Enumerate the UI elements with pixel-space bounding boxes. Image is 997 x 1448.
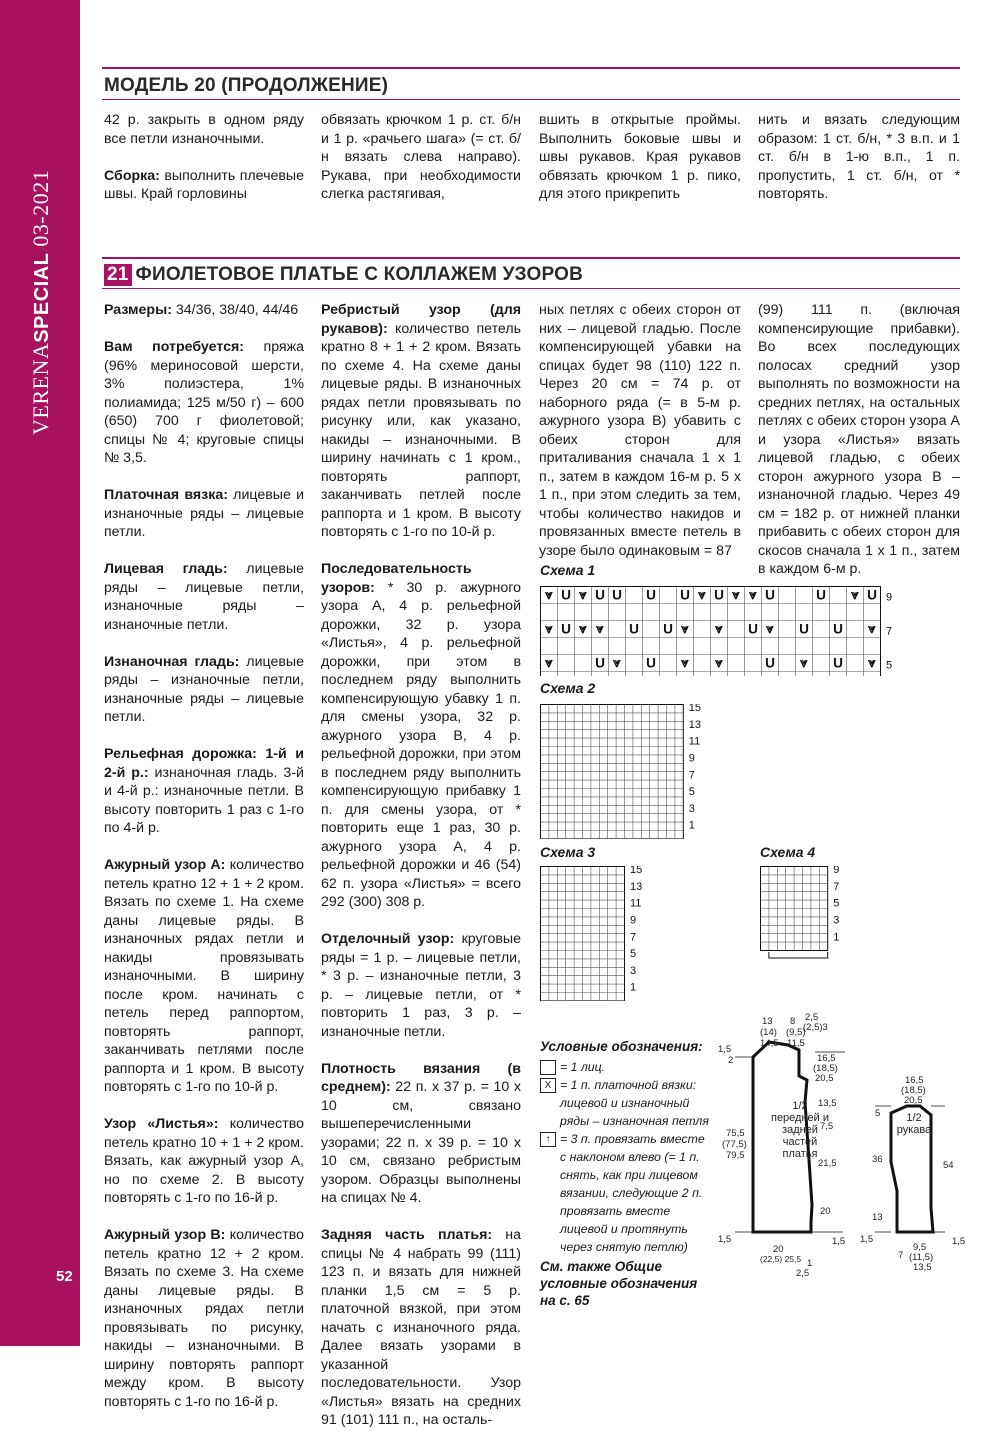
scheme-1-title: Схема 1: [540, 562, 596, 578]
paragraph-lead: Плотность вязания (в среднем):: [321, 1060, 521, 1095]
dim: (18,5): [901, 1085, 926, 1096]
paragraph-lead: Вам потребуется:: [104, 339, 244, 355]
col1-paragraph: [104, 745, 304, 838]
dim: 8: [790, 1016, 796, 1027]
top-col-1-p2: [104, 167, 304, 204]
dim: (77,5): [722, 1139, 747, 1150]
top-col-1-p1: 42 р. закрыть в одном ряду все петли изнаночными.: [104, 112, 304, 147]
paragraph-lead: Ажурный узор В:: [104, 1227, 226, 1243]
dim: 1: [807, 1258, 813, 1269]
legend-title: Условные обозначения:: [540, 1039, 703, 1054]
stitch-symbol: ⩔: [715, 621, 723, 637]
main-col-1: [104, 301, 304, 1430]
paragraph-text: лицевые ряды – лицевые петли, изнаночные ряды – изнаночные петли.: [104, 561, 304, 633]
row-label: 15: [688, 704, 702, 715]
stitch-symbol: ⩔: [732, 587, 740, 603]
top-col-3: вшить в открытые проймы. Выполнить боковые швы и швы рукавов. Края рукавов обвязать крючком 1 р. пико, для этого прикрепить: [539, 112, 741, 202]
repeat-label: [790, 960, 807, 961]
dim: 16,5: [817, 1053, 836, 1064]
assembly-bold: Сборка:: [104, 167, 160, 184]
main-col-4: (99) 111 п. (включая компенсирующие прибавки). Во всех последующих полосах средний узор выполнять по возможности на средних петлях, на остальных петлях с обеих сторон узора А и узора «Листья» вязать лицевой гладью, с обеих сторон ажурного узора В – изнаночной гладью. Через 49 см = 182 р. от нижней планки прибавить с обеих сторон для скосов сначала 1 х 1 п., затем в каждом 6-м р.: [758, 302, 960, 577]
dim: (2,5)3: [803, 1022, 828, 1033]
stitch-symbol: U: [612, 587, 622, 603]
paragraph-lead: Размеры:: [104, 302, 172, 318]
stitch-symbol: U: [714, 587, 724, 603]
stitch-symbol: U: [833, 655, 843, 671]
top-col-2: обвязать крючком 1 р. ст. б/н и 1 р. «рачьего шага» (= ст. б/н вязать слева направо). Рукава, при необходимости слегка растягивая,: [321, 112, 521, 202]
row-label: 11: [630, 897, 642, 910]
row-label: 3: [688, 802, 695, 815]
section-top-underline: [102, 99, 960, 100]
paragraph-text: лицевые ряды – изнаночные петли, изнаночные ряды – лицевые петли.: [104, 653, 304, 725]
row-label: 9: [630, 914, 637, 927]
paragraph-text: количество петель кратно 10 + 1 + 2 кром. Вязать, как ажурный узор А, но по схеме 2. В высоту повторять с 1-го по 16-й р.: [104, 1116, 304, 1206]
row-label: 9: [833, 866, 840, 877]
legend: [540, 1038, 710, 1309]
dim: 21,5: [818, 1158, 837, 1169]
paragraph-text: * 30 р. ажурного узора А, 4 р. рельефной дорожки, 32 р. узора «Листья», 4 р. рельефной дорожки, при этом в последнем ряду выполнить компенсирующую убавку 1 п. для смены узора, 32 р. ажурного узора В, 4 р. рельефной дорожки, при этом в последнем ряду выполнить компенсирующую прибавку 1 п. для смены узора, от * повторить еще 1 раз, 30 р. ажурного узора А, 4 р. рельефной дорожки и 46 (54) 62 п. узора «Листья» = всего 292 (300) 308 р.: [321, 579, 521, 910]
model-title: ФИОЛЕТОВОЕ ПЛАТЬЕ С КОЛЛАЖЕМ УЗОРОВ: [135, 264, 584, 285]
col1-paragraph: [104, 301, 304, 320]
stitch-symbol: U: [646, 655, 656, 671]
stitch-symbol: U: [595, 587, 605, 603]
paragraph-text: количество петель кратно 12 + 2 кром. Вязать по схеме 3. На схеме даны лицевые ряды. В изнаночных рядах петли провязывать по рисунку, накиды – изнаночными. В ширину повторять раппорт между кром. В высоту повторять с 1-го по 16-й р.: [104, 1227, 305, 1410]
scheme-3-chart: [540, 866, 740, 1001]
stitch-symbol: ⩔: [800, 655, 808, 671]
dim: 54: [943, 1160, 954, 1171]
row-label: 9: [886, 591, 893, 604]
row-label: 5: [833, 897, 840, 910]
stitch-symbol: ⩔: [545, 587, 553, 603]
col1-paragraph: [104, 653, 304, 727]
scheme-4-title: Схема 4: [760, 844, 816, 860]
dim: 79,5: [726, 1150, 745, 1161]
stitch-symbol: ⩔: [851, 587, 859, 603]
stitch-symbol: U: [680, 587, 690, 603]
dim: 13: [762, 1016, 773, 1027]
dim: (22,5) 25,5: [760, 1254, 802, 1264]
row-label: 9: [688, 752, 695, 765]
arrow-up-symbol-icon: ↑: [540, 1132, 556, 1147]
scheme-4-chart: [760, 866, 920, 961]
paragraph-lead: Изнаночная гладь:: [104, 653, 240, 670]
dim: 20: [820, 1206, 831, 1217]
row-label: 11: [688, 735, 701, 748]
row-label: 5: [886, 659, 893, 672]
row-label: 1: [833, 931, 840, 944]
legend-item-text: = 1 лиц.: [560, 1060, 606, 1074]
stitch-symbol: ⩔: [715, 655, 723, 671]
page-number: 52: [56, 1268, 73, 1285]
stitch-symbol: U: [748, 621, 758, 637]
col2-paragraph: [321, 1060, 521, 1208]
dim: 36: [872, 1154, 883, 1165]
dim: 7: [898, 1250, 904, 1261]
col1-paragraph: [104, 1115, 304, 1208]
dim: 1,5: [860, 1234, 874, 1245]
stitch-symbol: U: [867, 587, 877, 603]
dim: 2,5: [796, 1268, 810, 1279]
section-main-rule: [102, 257, 960, 259]
dim: 20,5: [904, 1095, 923, 1106]
stitch-symbol: U: [646, 587, 656, 603]
dim: 13,5: [913, 1262, 932, 1273]
stitch-symbol: U: [765, 587, 775, 603]
paragraph-text: количество петель кратно 12 + 1 + 2 кром. Вязать по схеме 1. На схеме даны лицевые ряды. В изнаночных рядах петли и накиды провязывать изнаночными. В ширину после кром. начинать с петель перед раппортом, повторять раппорт, заканчивать петлями после раппорта и 1 кром. В высоту повторять с 1-го по 10-й р.: [104, 857, 305, 1095]
row-label: 5: [688, 786, 695, 799]
dim: 14,5: [760, 1038, 779, 1049]
col2-paragraph: [321, 930, 521, 1041]
paragraph-lead: Лицевая гладь:: [104, 561, 228, 577]
paragraph-text: лицевые и изнаночные ряды – лицевые петли.: [104, 487, 304, 540]
body-piece-label: 1/2 передней и задней частей платья: [770, 1100, 830, 1160]
stitch-symbol: U: [663, 621, 673, 637]
scheme-2-title: Схема 2: [540, 680, 596, 696]
stitch-symbol: ⩔: [868, 621, 876, 637]
legend-note: См. также Общие условные обозначения на с. 65: [540, 1259, 698, 1308]
paragraph-text: круговые ряды = 1 р. – лицевые петли, * 3 р. – изнаночные петли, 3 р. – лицевые петли, от * повторить 1 раз, 3 р. – изнаночные петли.: [321, 931, 521, 1040]
brand-issue: 03-2021: [28, 169, 53, 247]
dim: 75,5: [726, 1128, 745, 1139]
row-label: 1: [630, 981, 637, 994]
dim: (14): [760, 1027, 777, 1038]
stitch-symbol: ⩔: [766, 621, 774, 637]
stitch-symbol: ⩔: [698, 587, 706, 603]
col1-paragraph: [104, 338, 304, 468]
dim: 1,5: [718, 1234, 732, 1245]
section-top-title: МОДЕЛЬ 20 (ПРОДОЛЖЕНИЕ): [104, 75, 389, 96]
row-label: 13: [630, 880, 643, 893]
stitch-symbol: ⩔: [681, 621, 689, 637]
section-top-rule: [102, 67, 960, 69]
paragraph-lead: Ребристый узор (для рукавов):: [321, 302, 521, 337]
row-label: 7: [886, 625, 893, 638]
dim: (11,5): [909, 1252, 934, 1263]
row-label: 7: [833, 880, 840, 893]
scheme-1-chart: [540, 586, 920, 676]
dim: 13: [872, 1212, 883, 1223]
dim: 13,5: [818, 1098, 837, 1109]
sleeve-piece-label: 1/2 рукава: [896, 1112, 932, 1136]
dim: 7,5: [820, 1121, 834, 1132]
stitch-symbol: ⩔: [613, 655, 621, 671]
assembly-text: выполнить плечевые швы. Край горловины: [104, 167, 304, 202]
paragraph-lead: Узор «Листья»:: [104, 1116, 219, 1132]
stitch-symbol: ⩔: [579, 621, 587, 637]
stitch-symbol: U: [629, 621, 639, 637]
dim: 5: [875, 1108, 881, 1119]
dim: 9,5: [913, 1242, 927, 1253]
dim: 1,5: [832, 1236, 846, 1247]
dim: 16,5: [905, 1075, 924, 1086]
stitch-symbol: ⩔: [749, 587, 757, 603]
main-col-2: [321, 301, 521, 1448]
dim: 1,5: [718, 1044, 732, 1055]
col2-paragraph: [321, 301, 521, 542]
knit-symbol-icon: [540, 1060, 556, 1075]
stitch-symbol: ⩔: [681, 655, 689, 671]
stitch-symbol: U: [816, 587, 826, 603]
section-main-title: [104, 264, 583, 286]
dim: 20,5: [815, 1073, 834, 1084]
row-label: 1: [688, 819, 695, 832]
legend-item-text: = 3 п. провязать вместе с наклоном влево (= 1 п. снять, как при лицевом вязании, следующие 2 п. провязать вместе лицевой и протянуть через снятую петлю): [560, 1132, 705, 1254]
dim: 2,5: [805, 1012, 819, 1023]
row-label: 3: [833, 914, 840, 927]
row-label: 7: [688, 769, 695, 782]
paragraph-text: 34/36, 38/40, 44/46: [171, 302, 299, 318]
paragraph-text: 22 п. х 37 р. = 10 х 10 см, связано вышеперечисленными узорами; 22 п. х 39 р. = 10 х 10 см, связано ребристым узором. Образцы выполнены на спицах № 4.: [321, 1079, 521, 1206]
top-col-1: [104, 111, 304, 222]
row-label: 15: [630, 866, 643, 877]
stitch-symbol: ⩔: [579, 587, 587, 603]
col1-paragraph: [104, 560, 304, 634]
col1-paragraph: [104, 486, 304, 542]
stitch-symbol: ⩔: [596, 621, 604, 637]
stitch-symbol: ⩔: [545, 655, 553, 671]
legend-item-text: = 1 п. платочной вязки: лицевой и изнаночный ряды – изнаночная петля: [560, 1078, 709, 1128]
row-label: 7: [630, 931, 637, 944]
stitch-symbol: U: [799, 621, 809, 637]
stitch-symbol: U: [833, 621, 843, 637]
col2-paragraph: [321, 560, 521, 912]
stitch-symbol: U: [561, 587, 571, 603]
stitch-symbol: ⩔: [868, 655, 876, 671]
cross-symbol-icon: X: [540, 1078, 556, 1093]
row-label: 3: [630, 964, 637, 977]
legend-item-garter: [540, 1076, 710, 1130]
main-col-3: ных петлях с обеих сторон от них – лицевой гладью. После компенсирующей убавки на спицах будет 98 (110) 122 п. Через 20 см = 74 р. от наборного ряда (= в 5-м р. ажурного узора В) убавить с обеих сторон для приталивания сначала 1 х 1 п., затем в каждом 16-м р. 5 х 1 п., при этом следить за тем, чтобы количество накидов и провязанных вместе петель в узоре было одинаковым = 87: [539, 302, 741, 559]
stitch-symbol: U: [561, 621, 571, 637]
paragraph-text: на спицы № 4 набрать 99 (111) 123 п. и вязать для нижней планки 1,5 см = 5 р. платочной вязкой, при этом начать с изнаночного ряда. Далее вязать узорами в указанной последовательности. Узор «Листья» вязать на средних 91 (101) 111 п., на осталь-: [321, 1227, 521, 1428]
paragraph-lead: Отделочный узор:: [321, 931, 455, 947]
dim: (9,5): [786, 1027, 806, 1038]
col1-paragraph: [104, 1226, 304, 1411]
repeat-bracket: [769, 952, 828, 958]
paragraph-text: количество петель кратно 8 + 1 + 2 кром. Вязать по схеме 4. На схеме даны лицевые ряды. В изнаночных рядах петли провязывать по рисунку или, как указано, накиды – изнаночными. В ширину начинать с 1 кром., повторять раппорт, заканчивать петлей после раппорта и 1 кром. В высоту повторять с 1-го по 10-й р.: [321, 320, 521, 540]
paragraph-text: изнаночная гладь. 3-й и 4-й р.: изнаночные петли. В высоту повторить 1 раз с 1-го по 4-й р.: [104, 764, 304, 836]
stitch-symbol: U: [765, 655, 775, 671]
col2-paragraph: [321, 1226, 521, 1430]
row-label: 5: [630, 948, 637, 961]
scheme-3-title: Схема 3: [540, 844, 596, 860]
brand-special: SPECIAL: [31, 252, 53, 343]
top-col-4: нить и вязать следующим образом: 1 ст. б/н, * 3 в.п. и 1 ст. б/н в 1-ю в.п., 1 п. пропустить, 1 ст. б/н, от * повторять.: [758, 112, 960, 202]
dim: 2: [728, 1055, 734, 1066]
paragraph-lead: Задняя часть платья:: [321, 1227, 493, 1243]
dim: (18,5): [813, 1063, 838, 1074]
brand-prefix: VERENA: [28, 342, 53, 435]
col1-paragraph: [104, 856, 304, 1097]
paragraph-text: пряжа (96% мериносовой шерсти, 3% полиэстера, 1% полиамида; 125 м/50 г) – 600 (650) 700 г фиолетовой; спицы № 4; круговые спицы № 3,5.: [104, 339, 304, 466]
dim: 11,5: [787, 1038, 805, 1049]
magazine-sidebar: [0, 0, 80, 1346]
legend-item-decrease: [540, 1130, 710, 1256]
stitch-symbol: U: [595, 655, 605, 671]
section-main-underline: [102, 288, 960, 289]
paragraph-lead: Рельефная дорожка: 1-й и 2-й р.:: [104, 746, 304, 781]
paragraph-lead: Последовательность узоров:: [321, 561, 472, 596]
row-label: 13: [688, 718, 702, 731]
scheme-2-chart: [540, 704, 880, 839]
stitch-symbol: ⩔: [545, 621, 553, 637]
paragraph-lead: Ажурный узор А:: [104, 857, 226, 873]
magazine-brand: [26, 169, 56, 445]
legend-item-knit: [540, 1058, 710, 1076]
model-number-badge: 21: [104, 264, 132, 286]
paragraph-lead: Платочная вязка:: [104, 487, 228, 503]
dim: 20: [773, 1244, 784, 1255]
dim: 1,5: [952, 1236, 966, 1247]
